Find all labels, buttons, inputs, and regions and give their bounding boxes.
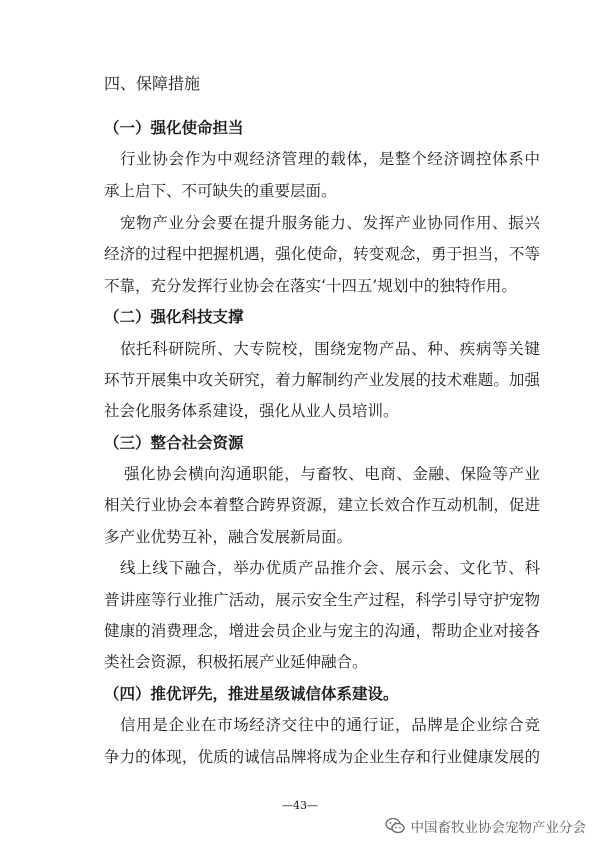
wechat-icon xyxy=(385,817,405,835)
paragraph-line: 行业协会作为中观经济管理的载体，是整个经济调控体系中 xyxy=(120,150,540,168)
subheading-2: （二）强化科技支撑 xyxy=(104,308,244,326)
paragraph-line: 多产业优势互补，融合发展新局面。 xyxy=(104,528,353,546)
paragraph-line: 社会化服务体系建设，强化从业人员培训。 xyxy=(104,402,399,420)
page-number: —43— xyxy=(282,799,318,812)
paragraph-line: 信用是企业在市场经济交往中的通行证，品牌是企业综合竞 xyxy=(120,716,540,734)
wechat-watermark xyxy=(385,816,587,836)
paragraph-line: 类社会资源，积极拓展产业延伸融合。 xyxy=(104,653,368,671)
subheading-4: （四）推优评先，推进星级诚信体系建设。 xyxy=(104,685,399,703)
subheading-3: （三）整合社会资源 xyxy=(104,434,244,452)
paragraph-line: 经济的过程中把握机遇，强化使命，转变观念，勇于担当，不等 xyxy=(104,245,540,263)
paragraph-line: 宠物产业分会要在提升服务能力、发挥产业协同作用、振兴 xyxy=(120,214,540,232)
subheading-1: （一）强化使命担当 xyxy=(104,119,244,137)
paragraph-line: 健康的消费理念，增进会员企业与宠主的沟通，帮助企业对接各 xyxy=(104,622,540,640)
paragraph-line: 依托科研院所、大专院校，围绕宠物产品、种、疾病等关键 xyxy=(120,340,540,358)
paragraph-line: 普讲座等行业推广活动，展示安全生产过程，科学引导守护宠物 xyxy=(104,591,540,609)
paragraph-line: 相关行业协会本着整合跨界资源，建立长效合作互动机制，促进 xyxy=(104,496,540,514)
paragraph-line: 线上线下融合，举办优质产品推介会、展示会、文化节、科 xyxy=(120,559,540,577)
paragraph-line: 承上启下、不可缺失的重要层面。 xyxy=(104,182,337,200)
section-title: 四、保障措施 xyxy=(104,74,201,93)
paragraph-line: 争力的体现，优质的诚信品牌将成为企业生存和行业健康发展的 xyxy=(104,748,540,766)
watermark-text: 中国畜牧业协会宠物产业分会 xyxy=(410,820,586,836)
paragraph-line: 不靠，充分发挥行业协会在落实‘十四五’规划中的独特作用。 xyxy=(104,277,517,295)
paragraph-line: 环节开展集中攻关研究，着力解制约产业发展的技术难题。加强 xyxy=(104,371,540,389)
paragraph-line: 强化协会横向沟通职能，与畜牧、电商、金融、保险等产业 xyxy=(124,465,540,483)
